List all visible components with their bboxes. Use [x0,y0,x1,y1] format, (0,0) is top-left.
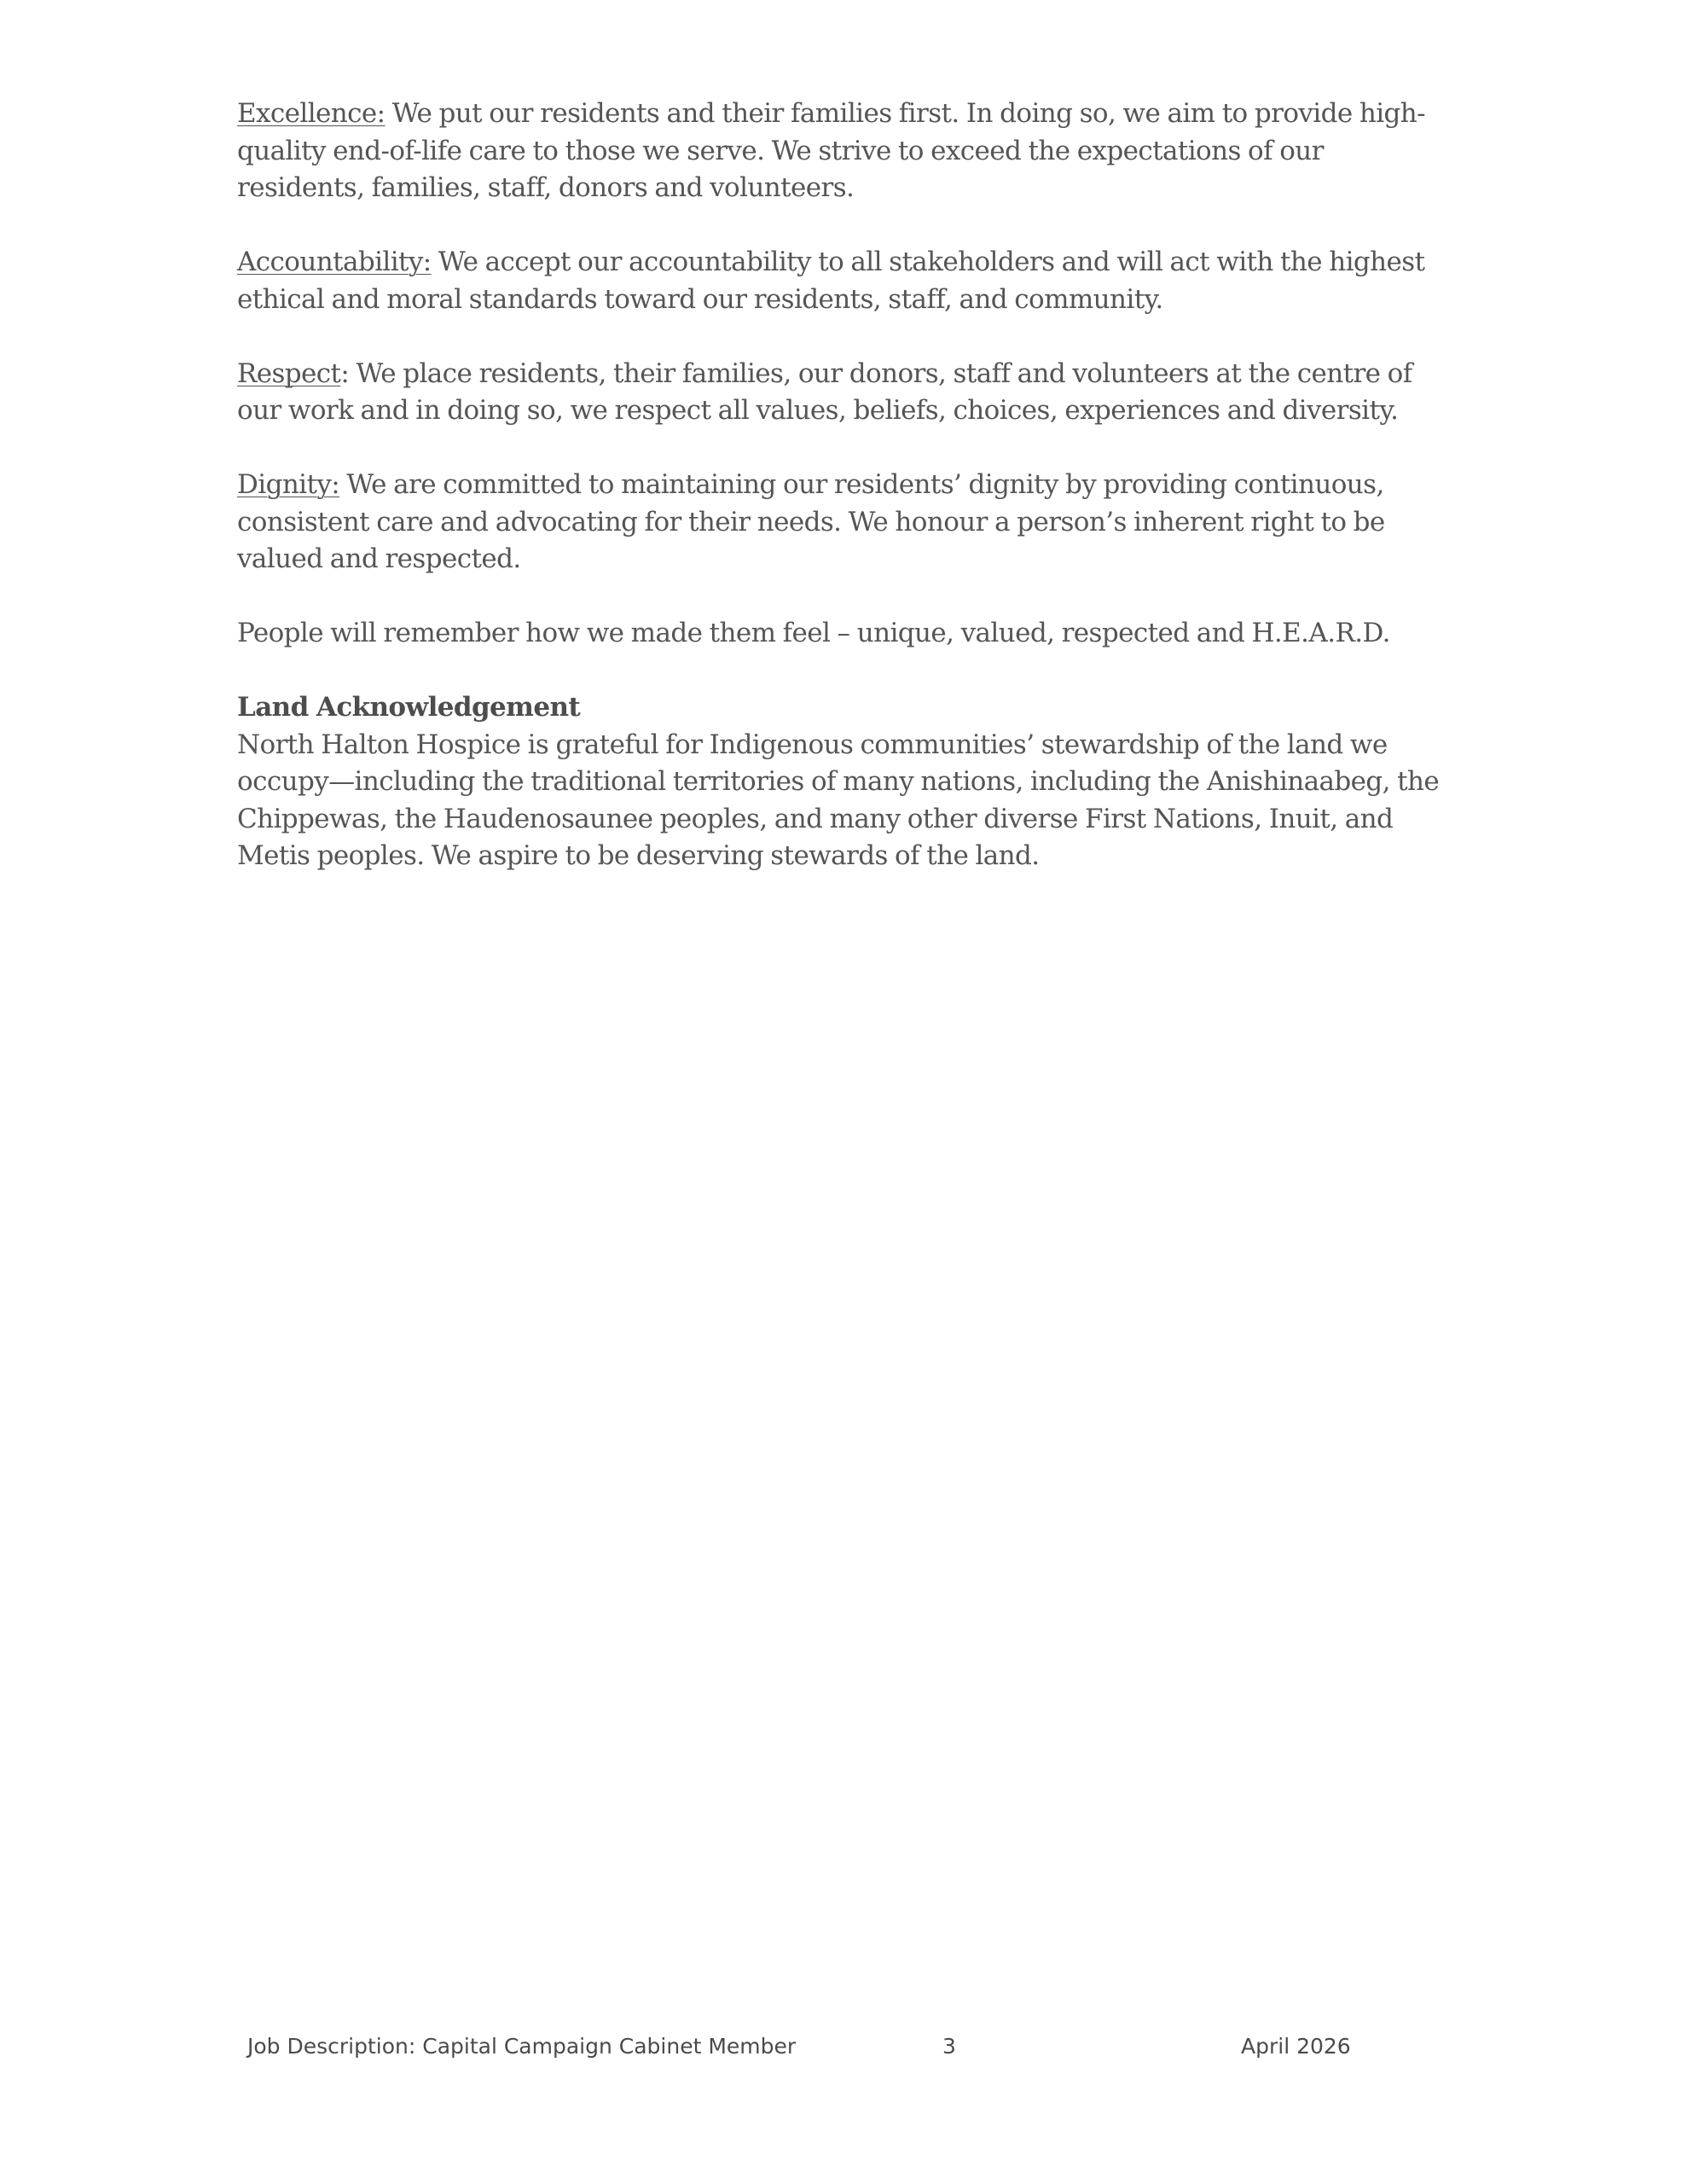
value-term: Dignity: [237,469,340,500]
closing-statement: People will remember how we made them feel – unique, valued, respected and H.E.A.R.D. [237,618,1390,648]
value-term: Excellence: [237,98,386,129]
page-footer [0,2034,1687,2068]
value-description: We are committed to maintaining our residents’ dignity by providing continuous, consistent care and advocating for their needs. We honour a person’s inherent right to be valued and respected. [237,469,1385,574]
land-acknowledgement-text: North Halton Hospice is grateful for Indigenous communities’ stewardship of the land we occupy—including the traditional territories of many nations, including the Anishinaabeg, the Chippewas, the Haudenosaunee peoples, and many other diverse First Nations, Inuit, and Metis peoples. We aspire to be deserving stewards of the land. [237,729,1440,871]
value-accountability [237,244,1448,318]
land-acknowledgement-heading: Land Acknowledgement [237,692,581,723]
value-respect [237,356,1448,430]
value-dignity [237,467,1448,578]
value-description: We accept our accountability to all stakeholders and will act with the highest ethical and moral standards toward our residents, staff, and community. [237,247,1425,315]
footer-document-title: Job Description: Capital Campaign Cabinet Member [247,2034,797,2059]
land-acknowledgement-section [237,689,1448,875]
page-body [237,96,1448,875]
value-description: : We place residents, their families, our donors, staff and volunteers at the centre of our work and in doing so, we respect all values, beliefs, choices, experiences and diversity. [237,357,1412,426]
value-excellence [237,96,1448,207]
value-term: Accountability: [237,247,432,277]
footer-date: April 2026 [1241,2034,1351,2059]
value-description: We put our residents and their families first. In doing so, we aim to provide high-quality end-of-life care to those we serve. We strive to exceed the expectations of our residents, families, staff, donors and volunteers. [237,98,1426,203]
footer-page-number: 3 [942,2034,956,2059]
value-term: Respect [237,357,341,389]
